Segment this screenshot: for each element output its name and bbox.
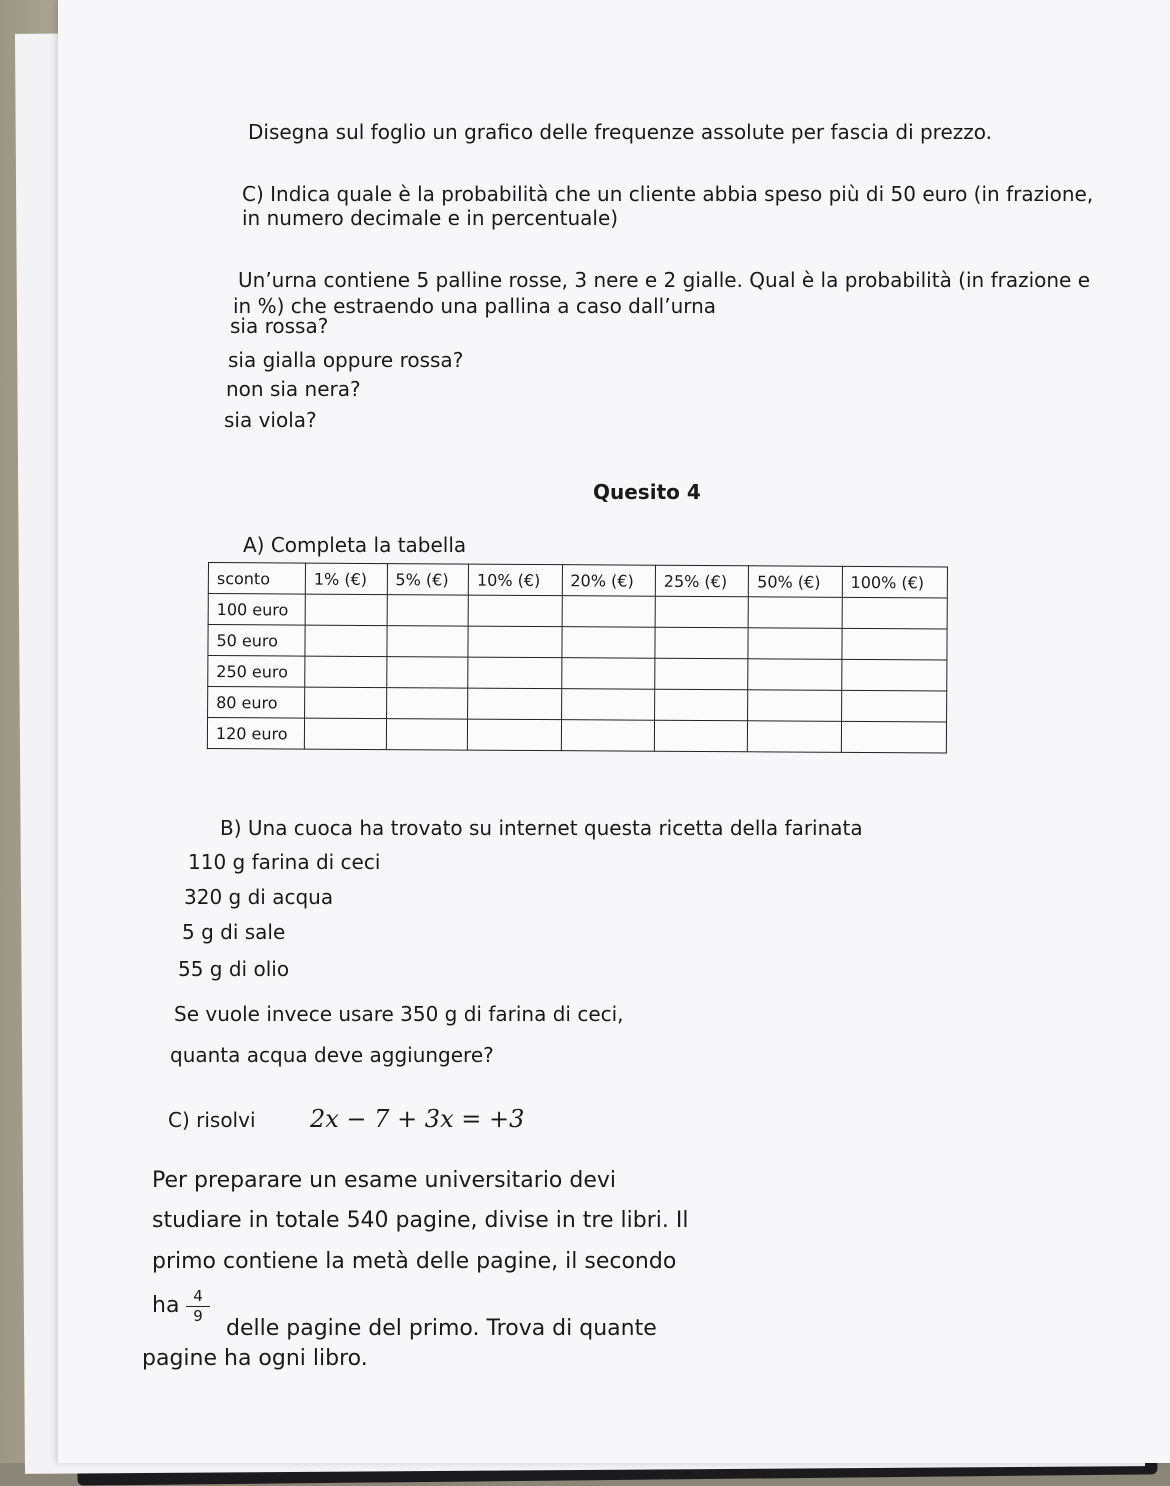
ingredient-sale: 5 g di sale: [182, 920, 286, 944]
graph-instruction: Disegna sul foglio un grafico delle frequenze assolute per fascia di prezzo.: [248, 120, 993, 144]
urna-q-gialla-rossa: sia gialla oppure rossa?: [228, 348, 464, 372]
problem-line4a: ha: [152, 1293, 180, 1318]
row-label: 120 euro: [207, 718, 304, 750]
problem-line4b: delle pagine del primo. Trova di quante: [226, 1316, 657, 1341]
urna-line2: in %) che estraendo una pallina a caso dall’urna: [233, 294, 717, 318]
problem-line3: primo contiene la metà delle pagine, il secondo: [152, 1249, 677, 1274]
equation: 2x − 7 + 3x = +3: [310, 1105, 525, 1133]
row-label: 50 euro: [208, 625, 305, 657]
table-row: [208, 594, 947, 630]
table-header: 10% (€): [468, 564, 562, 596]
table-header-row: [208, 563, 947, 599]
ingredient-olio: 55 g di olio: [178, 957, 290, 981]
ingredient-ceci: 110 g farina di ceci: [188, 850, 381, 874]
table-header: 5% (€): [387, 564, 469, 595]
urna-q-non-nera: non sia nera?: [226, 377, 361, 401]
question-c-line2: in numero decimale e in percentuale): [242, 206, 619, 230]
urna-q-viola: sia viola?: [224, 408, 317, 432]
urna-q-rossa: sia rossa?: [230, 314, 329, 338]
worksheet-page: [58, 0, 1170, 1463]
table-header: 1% (€): [305, 563, 387, 594]
urna-line1: Un’urna contiene 5 palline rosse, 3 nere e 2 gialle. Qual è la probabilità (in frazione e: [238, 268, 1091, 292]
problem-line5: pagine ha ogni libro.: [142, 1346, 368, 1371]
table-instruction: A) Completa la tabella: [243, 533, 467, 557]
row-label: 250 euro: [208, 656, 305, 688]
table-row: [207, 718, 946, 754]
fraction-numerator: 4: [193, 1287, 203, 1305]
table-header: 20% (€): [562, 565, 656, 597]
problem-line2: studiare in totale 540 pagine, divise in tre libri. Il: [152, 1208, 689, 1233]
table-header: 100% (€): [842, 566, 947, 598]
table-header: 50% (€): [749, 566, 843, 598]
recipe-question-1: Se vuole invece usare 350 g di farina di ceci,: [174, 1002, 624, 1026]
table-header: sconto: [208, 563, 305, 595]
row-label: 100 euro: [208, 594, 305, 626]
quesito-title: Quesito 4: [593, 480, 701, 504]
table-row: [208, 656, 947, 692]
table-row: [208, 625, 947, 661]
ingredient-acqua: 320 g di acqua: [184, 885, 334, 909]
row-label: 80 euro: [208, 687, 305, 719]
problem-line1: Per preparare un esame universitario devi: [152, 1168, 617, 1193]
fraction-four-ninths: [186, 1288, 210, 1325]
table-header: 25% (€): [655, 565, 749, 597]
question-c-line1: C) Indica quale è la probabilità che un cliente abbia speso più di 50 euro (in frazione,: [242, 182, 1094, 206]
fraction-denominator: 9: [193, 1307, 203, 1325]
equation-label: C) risolvi: [168, 1108, 256, 1132]
discount-table: [207, 562, 948, 754]
recipe-question-2: quanta acqua deve aggiungere?: [170, 1043, 494, 1067]
table-row: [208, 687, 947, 723]
recipe-title: B) Una cuoca ha trovato su internet questa ricetta della farinata: [220, 816, 863, 840]
